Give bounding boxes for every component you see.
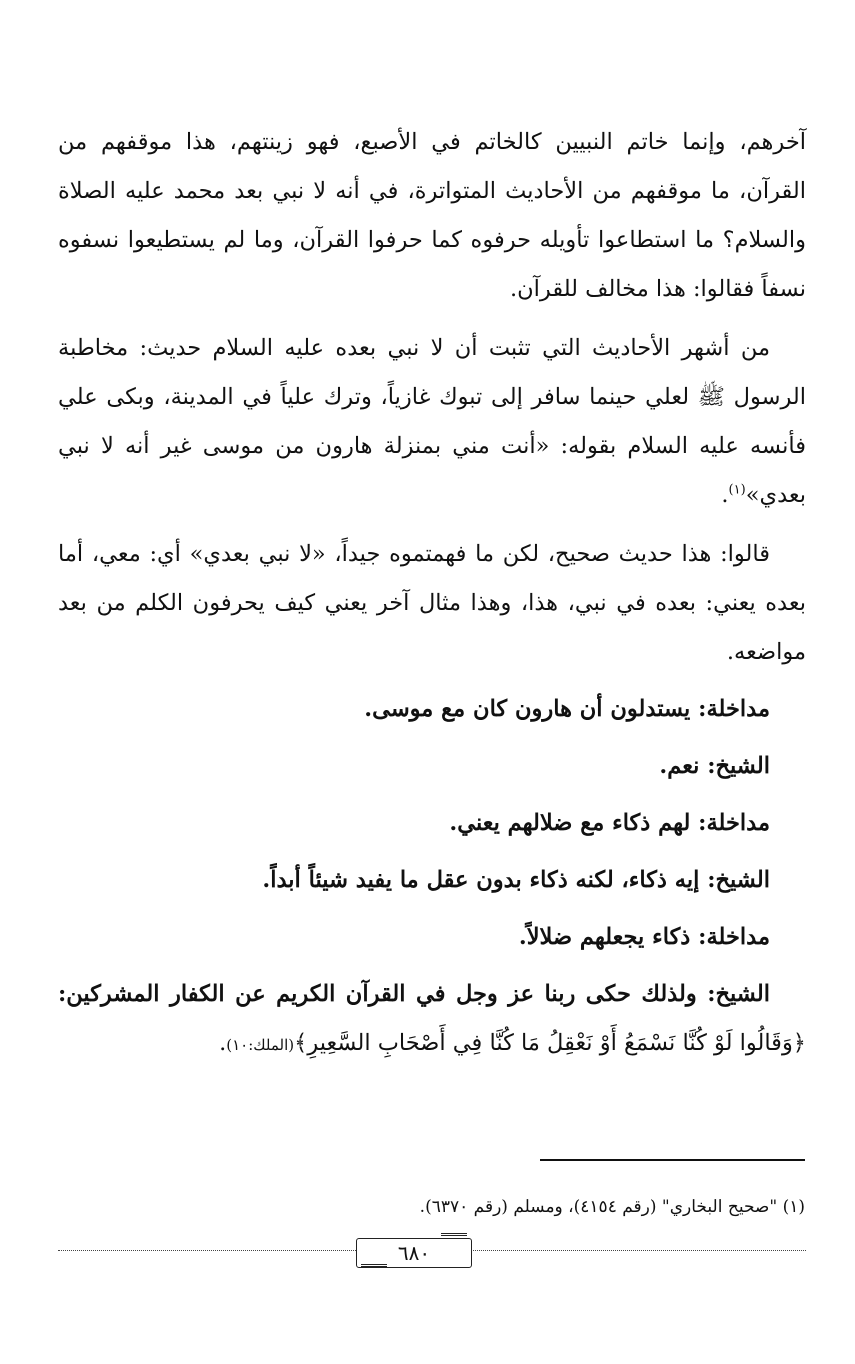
dialogue-line-4 [58,856,806,905]
speaker-label: الشيخ: [707,981,770,1007]
dialogue-line-5 [58,913,806,962]
paragraph-2-text: من أشهر الأحاديث التي تثبت أن لا نبي بعده عليه السلام حديث: مخاطبة الرسول ﷺ لعلي حينما سافر إلى تبوك غازياً، وترك علياً في المدينة، وبكى علي فأنسه عليه السلام بقوله: «أنت مني بمنزلة هارون من موسى غير أنه لا نبي بعدي» [58,335,806,508]
speaker-label: مداخلة: [698,924,770,950]
dialogue-text: لهم ذكاء مع ضلالهم يعني. [449,810,699,836]
frame-ornament-icon [441,1233,467,1242]
speaker-label: الشيخ: [707,753,770,779]
main-text [58,118,806,1070]
footnote-separator [540,1159,805,1161]
footnote-reference: (١) [728,482,746,498]
paragraph-2-end: . [721,482,729,508]
paragraph-1 [58,118,806,314]
dialogue-text: إيه ذكاء، لكنه ذكاء بدون عقل ما يفيد شيئاً أبداً. [262,867,708,893]
dialogue-line-2 [58,742,806,791]
dialogue-line-3 [58,799,806,848]
dialogue-text: ذكاء يجعلهم ضلالاً. [518,924,699,950]
speaker-label: مداخلة: [698,696,770,722]
frame-ornament-icon [361,1264,387,1273]
speaker-label: مداخلة: [698,810,770,836]
page-number-frame [356,1238,472,1268]
verse-end: . [219,1030,227,1056]
page-number: ٦٨٠ [397,1241,431,1265]
paragraph-2 [58,324,806,520]
paragraph-3 [58,530,806,677]
dialogue-text: نعم. [659,753,708,779]
dialogue-line-6 [58,970,806,1070]
paragraph-3-text: قالوا: هذا حديث صحيح، لكن ما فهمتموه جيداً، «لا نبي بعدي» أي: معي، أما بعده يعني: بعده في نبي، هذا، وهذا مثال آخر يعني كيف يحرفون الكلم من بعد مواضعه. [58,541,806,665]
quran-verse: ﴿وَقَالُوا لَوْ كُنَّا نَسْمَعُ أَوْ نَعْقِلُ مَا كُنَّا فِي أَصْحَابِ السَّعِيرِ﴾ [294,1030,806,1056]
speaker-label: الشيخ: [707,867,770,893]
dialogue-line-1 [58,685,806,734]
footnote: (١) "صحيح البخاري" (رقم ٤١٥٤)، ومسلم (رقم ٦٣٧٠). [419,1197,805,1217]
sura-reference: (الملك:١٠) [226,1036,295,1054]
paragraph-1-text: آخرهم، وإنما خاتم النبيين كالخاتم في الأصبع، فهو زينتهم، هذا موقفهم من القرآن، ما موقفهم من الأحاديث المتواترة، في أنه لا نبي بعد محمد عليه الصلاة والسلام؟ ما استطاعوا تأويله حرفوه كما حرفوا القرآن، وما لم يستطيعوا نسفوه نسفاً فقالوا: هذا مخالف للقرآن. [58,129,806,302]
dialogue-text: ولذلك حكى ربنا عز وجل في القرآن الكريم عن الكفار المشركين: [58,981,708,1007]
dialogue-text: يستدلون أن هارون كان مع موسى. [364,696,699,722]
